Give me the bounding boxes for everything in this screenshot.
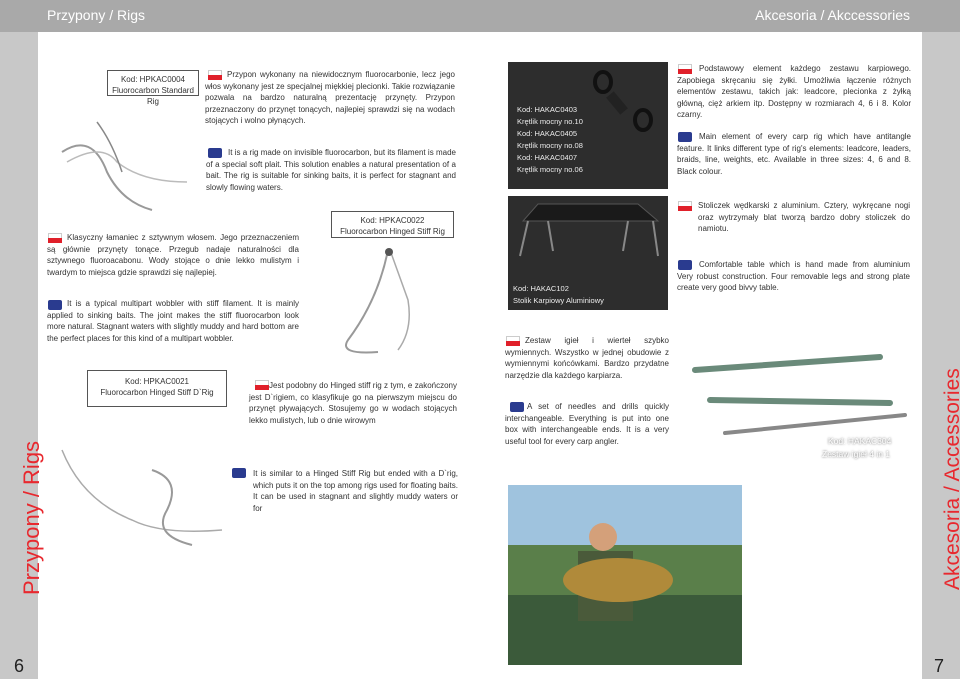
- swivels-photo: [508, 62, 668, 189]
- product-code: Kod: HPKAC0004: [120, 75, 186, 84]
- right-vertical-title: Akcesoria / Accessories: [941, 368, 964, 590]
- description-pl: Jest podobny do Hinged stiff rig z tym, e zakończony jest D`rigiem, co klasyfikuje go na pierwszym miejscu do przynęt pływających. Stosujemy go w wodach stojących lekko mulistych, lub o dnie wirowym: [249, 381, 457, 425]
- swivel-line: Kod: HAKAC0407: [517, 153, 578, 162]
- description-pl: Klasyczny łamaniec z sztywnym włosem. Jego przeznaczeniem są głównie przynęty tonące. Przegub nadaje naturalności dla sztywnego fluoroacabonu. Wody stojące o dnie lekko mulistym i twardym to miejsca gdzie sprawdzi się najlepiej.: [47, 233, 299, 277]
- product-name: Fluorocarbon Hinged Stiff Rig: [340, 227, 445, 236]
- description-pl: Zestaw igieł i wierteł szybko wymiennych. Wszystko w jednej obudowie z wymiennymi końcówkami. Bardzo przydatne narzędzie dla każdego karpiarza.: [505, 336, 669, 380]
- swivel-line: Kod: HAKAC0405: [517, 129, 578, 138]
- needles-name: Zestaw igieł 4 in 1: [822, 449, 891, 459]
- product-label-standard: [107, 70, 199, 106]
- product-name: Fluorocarbon Hinged Stiff D`Rig: [100, 388, 214, 397]
- description-en: It is similar to a Hinged Stiff Rig but ended with a D`rig, which puts it on the top among rigs used for floating baits. It can be used in stagnant and slightly muddy waters or for: [253, 469, 458, 513]
- description-en: It is a typical multipart wobbler with stiff filament. It is mainly applied to sinking baits. The joint makes the stiff fluorocarbon look more natural. Stagnant waters with slightly muddy and hard bottom are the perfect places for this kind of a multipart wobbler.: [47, 299, 299, 343]
- header-bar: [0, 0, 960, 32]
- product-code: Kod: HPKAC0021: [124, 377, 190, 386]
- right-page-number: 7: [934, 656, 945, 676]
- table-code: Kod: HAKAC102: [513, 284, 569, 293]
- left-vertical-title: Przypony / Rigs: [19, 440, 44, 595]
- left-page-number: 6: [14, 656, 25, 676]
- description-en: A set of needles and drills quickly interchangeable. Everything is put into one box with interchangeable ends. It is a very useful tool for every carp angler.: [505, 402, 669, 446]
- product-label-drig: [87, 370, 227, 407]
- header-left-title: Przypony / Rigs: [47, 7, 146, 23]
- description-pl: Przypon wykonany na niewidocznym fluorocarbonie, lecz jego włos wykonany jest ze specjalnej miękkiej plecionki. Takie rozwiązanie pozwala na bardzo naturalną prezentację przynęty. Przypon przeznaczony do przynęt tonących, najlepiej sprawdzi się na wodach stojących i wolno płynących.: [205, 70, 455, 125]
- description-pl: Podstawowy element każdego zestawu karpiowego. Zapobiega skręcaniu się żyłki. Umożliwia łączenie różnych elementów zestawu, takich jak: leadcore, plecionka z żyłką główną, cięż arkiem itp. Dostępny w rozmiarach 4, 6 i 8. Kolor czarny.: [677, 64, 911, 119]
- needles-image: [680, 345, 912, 465]
- swivel-line: Krętlik mocny no.08: [517, 141, 583, 150]
- swivel-line: Krętlik mocny no.10: [517, 117, 583, 126]
- table-name: Stolik Karpiowy Aluminiowy: [513, 296, 604, 305]
- description-en: Comfortable table which is hand made from aluminium Very robust construction. Four removable legs and strong plate create very good bivvy table.: [677, 260, 910, 292]
- swivel-line: Krętlik mocny no.06: [517, 165, 583, 174]
- header-right-title: Akcesoria / Akccessories: [755, 7, 910, 23]
- rig-image-hinged: [318, 240, 468, 360]
- product-code: Kod: HPKAC0022: [360, 216, 425, 225]
- polish-flag-icon: [678, 201, 692, 211]
- angler-photo: [508, 485, 742, 665]
- description-en: Main element of every carp rig which have antitangle feature. It links different type of rig's elements: leadcore, leaders, braids, line, weights, etc. Available in three sizes: 4, 6 and 8. Black colour.: [677, 132, 911, 176]
- description-en: It is a rig made on invisible fluorocarbon, but its filament is made of a special soft plait. This solution enables a natural presentation of a bait. The rig is suitable for sinking baits, it is perfect for stagnant and slowly flowing waters.: [206, 148, 456, 192]
- uk-flag-icon: [232, 468, 246, 478]
- table-photo: [508, 196, 668, 310]
- description-pl: Stoliczek wędkarski z aluminium. Cztery, wykręcane nogi oraz wytrzymały blat tworzą bardzo dobry stoliczek do namiotu.: [698, 201, 910, 233]
- needles-code: Kod: HAKAC304: [828, 436, 892, 446]
- rig-image-drig: [52, 410, 232, 570]
- product-label-hinged: [331, 211, 454, 238]
- product-name: Fluorocarbon Standard Rig: [112, 86, 194, 106]
- swivel-line: Kod: HAKAC0403: [517, 105, 578, 114]
